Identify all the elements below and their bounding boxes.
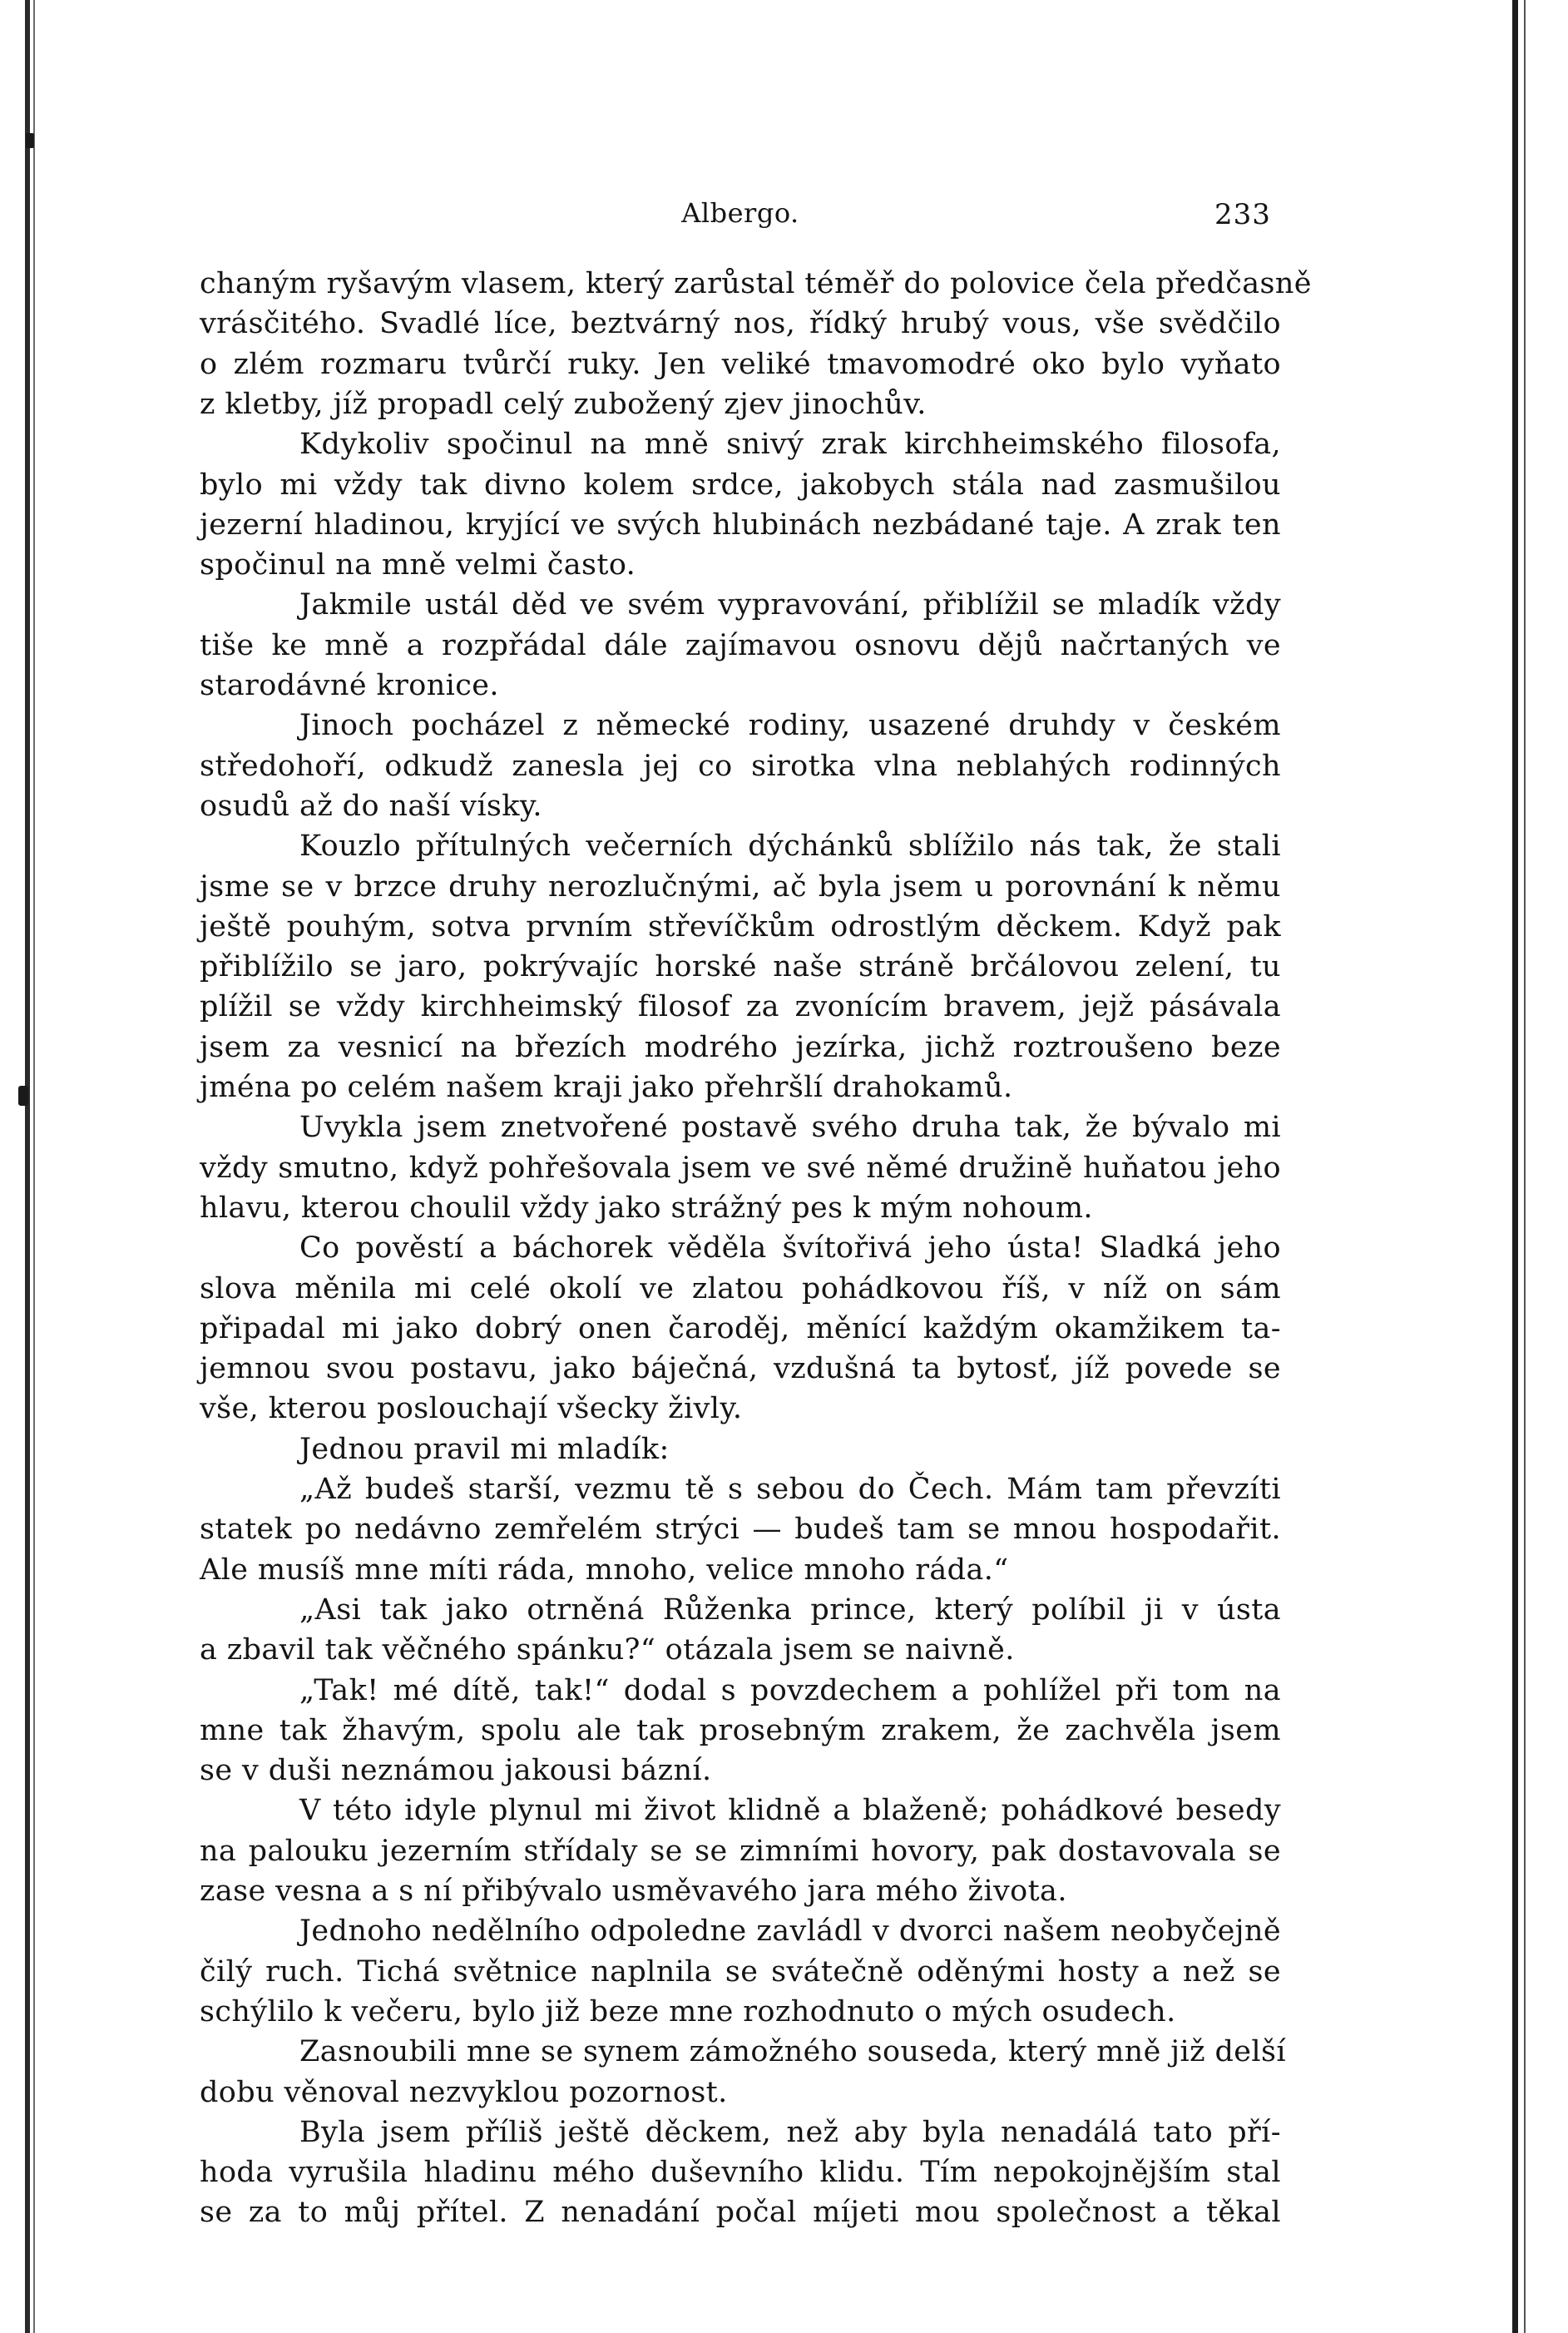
binding-mark: [18, 1086, 28, 1106]
text-line: „Asi tak jako otrněná Růženka prince, který políbil ji v ústa: [299, 1592, 1281, 1627]
page-number: 233: [1214, 198, 1271, 231]
text-line: jsme se v brzce druhy nerozlučnými, ač byla jsem u porovnání k němu: [200, 869, 1281, 904]
text-line: dobu věnoval nezvyklou pozornost.: [200, 2075, 728, 2109]
text-line: „Až budeš starší, vezmu tě s sebou do Čech. Mám tam převzíti: [299, 1473, 1281, 1506]
text-line: hoda vyrušila hladinu mého duševního klidu. Tím nepokojnějším stal: [200, 2156, 1281, 2190]
text-line: přiblížilo se jaro, pokrývajíc horské naše stráně brčálovou zelení, tu: [200, 950, 1281, 984]
text-line: středohoří, odkudž zanesla jej co sirotka vlna neblahých rodinných: [200, 749, 1281, 783]
text-line: jsem za vesnicí na březích modrého jezírka, jichž roztroušeno beze: [200, 1030, 1281, 1064]
text-line: „Tak! mé dítě, tak!“ dodal s povzdechem a pohlížel při tom na: [299, 1673, 1281, 1707]
text-line: ještě pouhým, sotva prvním střevíčkům odrostlým děckem. Když pak: [200, 909, 1281, 944]
text-line: jména po celém našem kraji jako přehršlí drahokamů.: [200, 1071, 1013, 1104]
text-line: spočinul na mně velmi často.: [200, 548, 636, 582]
page-binding-edge-right-inner: [1524, 0, 1526, 2333]
running-title: Albergo.: [681, 197, 799, 229]
text-line: vrásčitého. Svadlé líce, beztvárný nos, řídký hrubý vous, vše svědčilo: [200, 307, 1281, 341]
text-line: Kdykoliv spočinul na mně snivý zrak kirchheimského filosofa,: [299, 428, 1281, 462]
page-header: [200, 195, 1281, 236]
text-line: o zlém rozmaru tvůrčí ruky. Jen veliké tmavomodré oko bylo vyňato: [200, 347, 1281, 381]
text-line: a zbavil tak věčného spánku?“ otázala jsem se naivně.: [200, 1633, 1015, 1667]
text-line: se v duši neznámou jakousi bázní.: [200, 1754, 712, 1788]
text-line: bylo mi vždy tak divno kolem srdce, jakobych stála nad zasmušilou: [200, 468, 1281, 502]
text-line: statek po nedávno zemřelém strýci — budeš tam se mnou hospodařit.: [200, 1513, 1281, 1547]
text-line: jemnou svou postavu, jako báječná, vzdušná ta bytosť, jíž povede se: [200, 1352, 1281, 1386]
text-line: Jakmile ustál děd ve svém vypravování, přiblížil se mladík vždy: [299, 588, 1281, 622]
text-line: Jednoho nedělního odpoledne zavládl v dvorci našem neobyčejně: [299, 1914, 1281, 1949]
page-binding-edge-right: [1512, 0, 1518, 2333]
text-line: schýlilo k večeru, bylo již beze mne rozhodnuto o mých osudech.: [200, 1994, 1176, 2028]
text-line: chaným ryšavým vlasem, který zarůstal téměř do polovice čela předčasně: [200, 267, 1312, 300]
text-line: Kouzlo přítulných večerních dýchánků sblížilo nás tak, že stali: [299, 830, 1281, 864]
text-line: V této idyle plynul mi život klidně a blaženě; pohádkové besedy: [299, 1794, 1281, 1828]
text-line: Zasnoubili mne se synem zámožného souseda, který mně již delší: [299, 2035, 1286, 2069]
text-line: starodávné kronice.: [200, 669, 499, 702]
text-line: vše, kterou poslouchají všecky živly.: [200, 1392, 743, 1426]
text-line: připadal mi jako dobrý onen čaroděj, měnící každým okamžikem ta-: [200, 1311, 1281, 1345]
body-text: [200, 265, 1312, 2278]
text-line: na palouku jezerním střídaly se se zimními hovory, pak dostavovala se: [200, 1834, 1281, 1868]
text-line: z kletby, jíž propadl celý zubožený zjev jinochův.: [200, 387, 927, 421]
text-line: mne tak žhavým, spolu ale tak prosebným zrakem, že zachvěla jsem: [200, 1713, 1281, 1747]
text-line: Ale musíš mne míti ráda, mnoho, velice mnoho ráda.“: [200, 1553, 1009, 1587]
page-binding-edge-left-inner: [33, 0, 35, 2333]
text-line: Jinoch pocházel z německé rodiny, usazené druhdy v českém: [299, 709, 1281, 743]
text-line: hlavu, kterou choulil vždy jako strážný pes k mým nohoum.: [200, 1191, 1093, 1225]
text-line: tiše ke mně a rozpřádal dále zajímavou osnovu dějů načrtaných ve: [200, 628, 1281, 662]
text-line: Uvykla jsem znetvořené postavě svého druha tak, že bývalo mi: [299, 1111, 1281, 1145]
text-line: Byla jsem příliš ještě děckem, než aby byla nenadálá tato pří-: [299, 2115, 1281, 2149]
text-line: Co pověstí a báchorek věděla švítořivá jeho ústa! Sladká jeho: [299, 1231, 1281, 1266]
text-line: slova měnila mi celé okolí ve zlatou pohádkovou říš, v níž on sám: [200, 1271, 1281, 1305]
text-line: vždy smutno, když pohřešovala jsem ve své němé družině huňatou jeho: [200, 1151, 1281, 1185]
page-binding-edge-left: [25, 0, 30, 2333]
text-line: čilý ruch. Tichá světnice naplnila se svátečně oděnými hosty a než se: [200, 1954, 1281, 1989]
text-line: jezerní hladinou, kryjící ve svých hlubinách nezbádané taje. A zrak ten: [200, 508, 1281, 542]
text-line: se za to můj přítel. Z nenadání počal míjeti mou společnost a těkal: [200, 2196, 1281, 2230]
text-line: Jednou pravil mi mladík:: [299, 1432, 670, 1466]
text-line: zase vesna a s ní přibývalo usměvavého jara mého života.: [200, 1875, 1067, 1908]
text-line: osudů až do naší vísky.: [200, 789, 542, 823]
binding-mark-top: [26, 133, 34, 148]
text-line: plížil se vždy kirchheimský filosof za zvonícím bravem, jejž pásávala: [200, 990, 1281, 1024]
